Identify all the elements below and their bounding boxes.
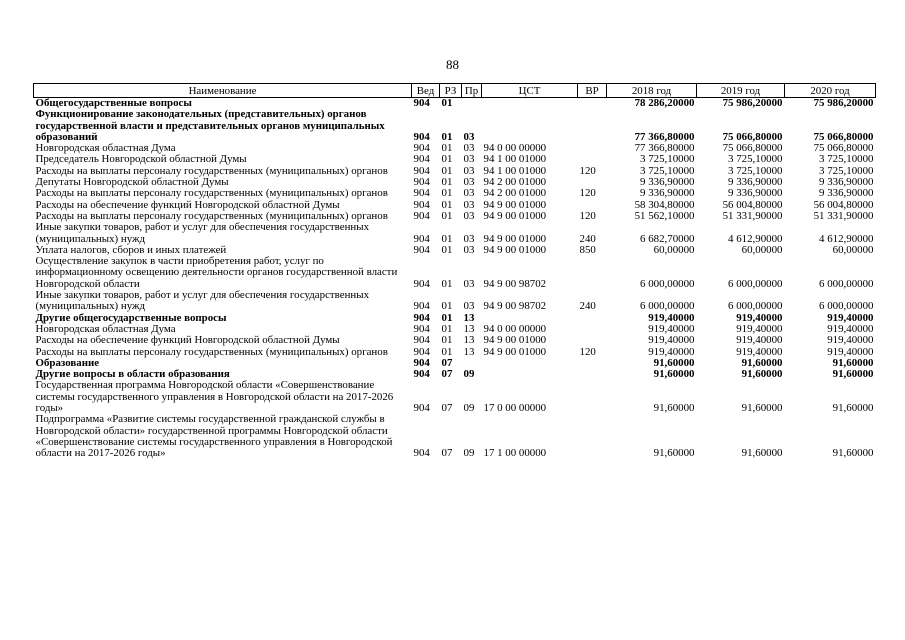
row-rz: 01 <box>441 97 453 109</box>
row-cst: 94 0 00 00000 <box>483 322 547 335</box>
row-2018: 919,40000 <box>648 311 695 324</box>
row-rz: 07 <box>441 402 453 415</box>
row-pr: 03 <box>463 198 475 211</box>
row-cst: 17 0 00 00000 <box>483 402 547 415</box>
row-ved: 904 <box>413 130 430 143</box>
row-cst: 94 2 00 01000 <box>483 176 547 189</box>
row-vr <box>578 335 607 346</box>
row-name: Депутаты Новгородской областной Думы <box>35 176 229 189</box>
row-name: Председатель Новгородской областной Думы <box>35 153 247 166</box>
row-2019: 91,60000 <box>741 402 783 415</box>
row-2020: 919,40000 <box>827 334 874 347</box>
row-cst <box>482 369 578 380</box>
row-ved: 904 <box>413 142 430 155</box>
row-2020: 3 725,10000 <box>819 153 874 166</box>
row-cst: 94 2 00 01000 <box>483 187 547 200</box>
row-vr: 120 <box>579 209 596 222</box>
row-vr: 240 <box>579 232 596 245</box>
row-2018: 9 336,90000 <box>640 176 695 189</box>
row-vr <box>578 324 607 335</box>
row-2019: 919,40000 <box>736 311 783 324</box>
row-2020: 75 066,80000 <box>813 142 874 155</box>
row-2018: 3 725,10000 <box>640 164 695 177</box>
row-name: Расходы на выплаты персоналу государственных (муниципальных) органов <box>35 164 388 177</box>
table-row <box>34 290 876 313</box>
row-2018: 78 286,20000 <box>634 97 695 109</box>
row-2019: 75 986,20000 <box>722 97 783 109</box>
row-2020: 60,00000 <box>832 243 874 256</box>
row-ved: 904 <box>413 368 430 381</box>
row-rz: 01 <box>441 130 453 143</box>
table-row <box>34 109 876 143</box>
row-2020: 75 986,20000 <box>813 97 874 109</box>
row-pr: 03 <box>463 209 475 222</box>
row-2020: 3 725,10000 <box>819 164 874 177</box>
row-2020: 56 004,80000 <box>813 198 874 211</box>
row-2019: 91,60000 <box>741 368 783 381</box>
row-2019: 3 725,10000 <box>728 153 783 166</box>
row-2020: 919,40000 <box>827 311 874 324</box>
row-2018: 58 304,80000 <box>634 198 695 211</box>
row-ved: 904 <box>413 447 430 460</box>
row-name: Иные закупки товаров, работ и услуг для обеспечения государственных (муниципальных) нужд <box>35 289 370 313</box>
row-vr <box>578 98 607 110</box>
row-rz: 01 <box>441 300 453 313</box>
row-cst: 17 1 00 00000 <box>483 447 547 460</box>
row-rz: 01 <box>441 176 453 189</box>
row-2019: 6 000,00000 <box>728 300 783 313</box>
row-rz: 01 <box>441 198 453 211</box>
row-pr: 13 <box>463 345 475 358</box>
row-pr: 03 <box>463 243 475 256</box>
header-rz: РЗ <box>440 84 462 98</box>
header-cst: ЦСТ <box>482 84 578 98</box>
row-ved: 904 <box>413 153 430 166</box>
row-pr <box>462 98 482 110</box>
row-pr: 03 <box>463 277 475 290</box>
row-ved: 904 <box>413 97 430 109</box>
row-vr: 120 <box>579 187 596 200</box>
row-name: Образование <box>35 356 100 369</box>
row-pr: 03 <box>463 130 475 143</box>
row-2020: 9 336,90000 <box>819 187 874 200</box>
row-rz: 01 <box>441 345 453 358</box>
row-2020: 91,60000 <box>832 356 874 369</box>
row-vr <box>578 414 607 459</box>
row-2019: 9 336,90000 <box>728 187 783 200</box>
row-ved: 904 <box>413 300 430 313</box>
row-name: Подпрограмма «Развитие системы государственной гражданской службы в Новгородской области» государственной программы Новгородской области «Совершенствование системы государственного управления в Новгородской области на 2017-2026 годы» <box>35 413 393 460</box>
row-2018: 91,60000 <box>653 356 695 369</box>
row-2020: 91,60000 <box>832 402 874 415</box>
row-2020: 91,60000 <box>832 447 874 460</box>
table-row <box>34 335 876 346</box>
row-2019: 919,40000 <box>736 322 783 335</box>
row-pr: 03 <box>463 176 475 189</box>
row-2018: 6 682,70000 <box>640 232 695 245</box>
row-2020: 6 000,00000 <box>819 300 874 313</box>
table-row <box>34 414 876 459</box>
row-ved: 904 <box>413 243 430 256</box>
row-name: Другие вопросы в области образования <box>35 368 230 381</box>
row-rz: 01 <box>441 311 453 324</box>
row-2019: 919,40000 <box>736 334 783 347</box>
row-rz: 01 <box>441 232 453 245</box>
row-name: Новгородская областная Дума <box>35 142 176 155</box>
row-rz: 01 <box>441 164 453 177</box>
row-vr: 240 <box>579 300 596 313</box>
row-pr: 03 <box>463 142 475 155</box>
row-2020: 4 612,90000 <box>819 232 874 245</box>
row-2018: 91,60000 <box>653 402 695 415</box>
table-row <box>34 188 876 199</box>
row-rz: 01 <box>441 334 453 347</box>
header-2018: 2018 год <box>607 84 697 98</box>
row-rz: 01 <box>441 187 453 200</box>
table-row <box>34 222 876 245</box>
row-cst: 94 9 00 98702 <box>483 277 547 290</box>
row-2018: 77 366,80000 <box>634 130 695 143</box>
row-rz: 01 <box>441 243 453 256</box>
row-2020: 91,60000 <box>832 368 874 381</box>
row-2018: 919,40000 <box>648 334 695 347</box>
row-2018: 6 000,00000 <box>640 300 695 313</box>
budget-table <box>33 83 876 460</box>
row-2019: 60,00000 <box>741 243 783 256</box>
row-ved: 904 <box>413 402 430 415</box>
row-name: Новгородская областная Дума <box>35 322 176 335</box>
row-2018: 91,60000 <box>653 447 695 460</box>
row-2019: 51 331,90000 <box>722 209 783 222</box>
row-2018: 77 366,80000 <box>634 142 695 155</box>
row-2019: 6 000,00000 <box>728 277 783 290</box>
row-pr: 13 <box>463 322 475 335</box>
row-ved: 904 <box>413 209 430 222</box>
row-name: Расходы на выплаты персоналу государственных (муниципальных) органов <box>35 187 388 200</box>
row-name: Иные закупки товаров, работ и услуг для обеспечения государственных (муниципальных) нужд <box>35 221 370 245</box>
row-2018: 3 725,10000 <box>640 153 695 166</box>
row-2019: 91,60000 <box>741 356 783 369</box>
table-header-row <box>34 84 876 98</box>
row-pr: 13 <box>463 334 475 347</box>
row-2019: 75 066,80000 <box>722 130 783 143</box>
row-2020: 51 331,90000 <box>813 209 874 222</box>
row-cst: 94 9 00 01000 <box>483 334 547 347</box>
row-pr: 03 <box>463 187 475 200</box>
page-number: 88 <box>446 57 459 72</box>
row-ved: 904 <box>413 198 430 211</box>
row-ved: 904 <box>413 356 430 369</box>
row-name: Расходы на обеспечение функций Новгородской областной Думы <box>35 334 340 347</box>
row-cst <box>482 109 578 143</box>
row-vr: 120 <box>579 164 596 177</box>
row-cst: 94 9 00 01000 <box>483 198 547 211</box>
row-vr <box>578 380 607 414</box>
row-cst: 94 9 00 01000 <box>483 209 547 222</box>
row-pr: 09 <box>463 447 475 460</box>
row-2020: 6 000,00000 <box>819 277 874 290</box>
row-ved: 904 <box>413 164 430 177</box>
row-rz: 01 <box>441 277 453 290</box>
row-2020: 75 066,80000 <box>813 130 874 143</box>
row-2018: 6 000,00000 <box>640 277 695 290</box>
row-vr <box>578 369 607 380</box>
row-pr: 03 <box>463 300 475 313</box>
row-rz: 01 <box>441 322 453 335</box>
header-pr: Пр <box>462 84 482 98</box>
row-name: Другие общегосударственные вопросы <box>35 311 227 324</box>
row-ved: 904 <box>413 334 430 347</box>
row-cst: 94 9 00 01000 <box>483 243 547 256</box>
row-vr: 850 <box>579 243 596 256</box>
row-name: Общегосударственные вопросы <box>35 97 192 109</box>
header-2019: 2019 год <box>697 84 785 98</box>
row-name: Осуществление закупок в части приобретения работ, услуг по информационному освещению деятельности органов государственной власти Новгородской области <box>35 255 398 290</box>
row-cst <box>482 98 578 110</box>
header-ved: Вед <box>412 84 440 98</box>
row-pr: 03 <box>463 153 475 166</box>
row-name: Расходы на выплаты персоналу государственных (муниципальных) органов <box>35 345 388 358</box>
row-pr: 09 <box>463 402 475 415</box>
row-vr <box>578 109 607 143</box>
row-ved: 904 <box>413 311 430 324</box>
row-2019: 91,60000 <box>741 447 783 460</box>
row-cst: 94 9 00 01000 <box>483 345 547 358</box>
row-2019: 9 336,90000 <box>728 176 783 189</box>
row-ved: 904 <box>413 176 430 189</box>
row-vr <box>578 256 607 290</box>
table-row <box>34 256 876 290</box>
row-2018: 9 336,90000 <box>640 187 695 200</box>
row-vr: 120 <box>579 345 596 358</box>
row-ved: 904 <box>413 187 430 200</box>
header-2020: 2020 год <box>785 84 876 98</box>
header-name: Наименование <box>34 84 412 98</box>
row-vr <box>578 143 607 154</box>
row-cst <box>482 358 578 369</box>
row-rz: 01 <box>441 142 453 155</box>
row-rz: 07 <box>441 356 453 369</box>
row-2019: 3 725,10000 <box>728 164 783 177</box>
row-2020: 919,40000 <box>827 322 874 335</box>
row-cst: 94 0 00 00000 <box>483 142 547 155</box>
row-2018: 919,40000 <box>648 322 695 335</box>
row-2019: 75 066,80000 <box>722 142 783 155</box>
row-rz: 01 <box>441 209 453 222</box>
row-2020: 919,40000 <box>827 345 874 358</box>
row-2018: 60,00000 <box>653 243 695 256</box>
row-name: Государственная программа Новгородской области «Совершенствование системы государственного управления в Новгородской области на 2017-2026 годы» <box>35 379 394 415</box>
table-row <box>34 380 876 414</box>
row-rz: 07 <box>441 368 453 381</box>
row-name: Расходы на обеспечение функций Новгородской областной Думы <box>35 198 340 211</box>
row-ved: 904 <box>413 322 430 335</box>
row-2020: 9 336,90000 <box>819 176 874 189</box>
row-2018: 919,40000 <box>648 345 695 358</box>
row-2018: 91,60000 <box>653 368 695 381</box>
row-2018: 51 562,10000 <box>634 209 695 222</box>
row-pr: 03 <box>463 164 475 177</box>
row-2019: 56 004,80000 <box>722 198 783 211</box>
row-ved: 904 <box>413 277 430 290</box>
row-ved: 904 <box>413 232 430 245</box>
row-name: Функционирование законодательных (представительных) органов государственной власти и представительных органов муниципальных образований <box>35 108 385 143</box>
row-pr: 13 <box>463 311 475 324</box>
row-cst: 94 9 00 01000 <box>483 232 547 245</box>
row-cst: 94 1 00 01000 <box>483 153 547 166</box>
row-vr <box>578 358 607 369</box>
row-pr: 03 <box>463 232 475 245</box>
row-vr <box>578 313 607 324</box>
row-name: Уплата налогов, сборов и иных платежей <box>35 243 227 256</box>
row-rz: 01 <box>441 153 453 166</box>
row-rz: 07 <box>441 447 453 460</box>
row-ved: 904 <box>413 345 430 358</box>
header-vr: ВР <box>578 84 607 98</box>
row-2019: 4 612,90000 <box>728 232 783 245</box>
row-cst: 94 9 00 98702 <box>483 300 547 313</box>
row-cst: 94 1 00 01000 <box>483 164 547 177</box>
row-pr: 09 <box>463 368 475 381</box>
row-2019: 919,40000 <box>736 345 783 358</box>
row-name: Расходы на выплаты персоналу государственных (муниципальных) органов <box>35 209 388 222</box>
